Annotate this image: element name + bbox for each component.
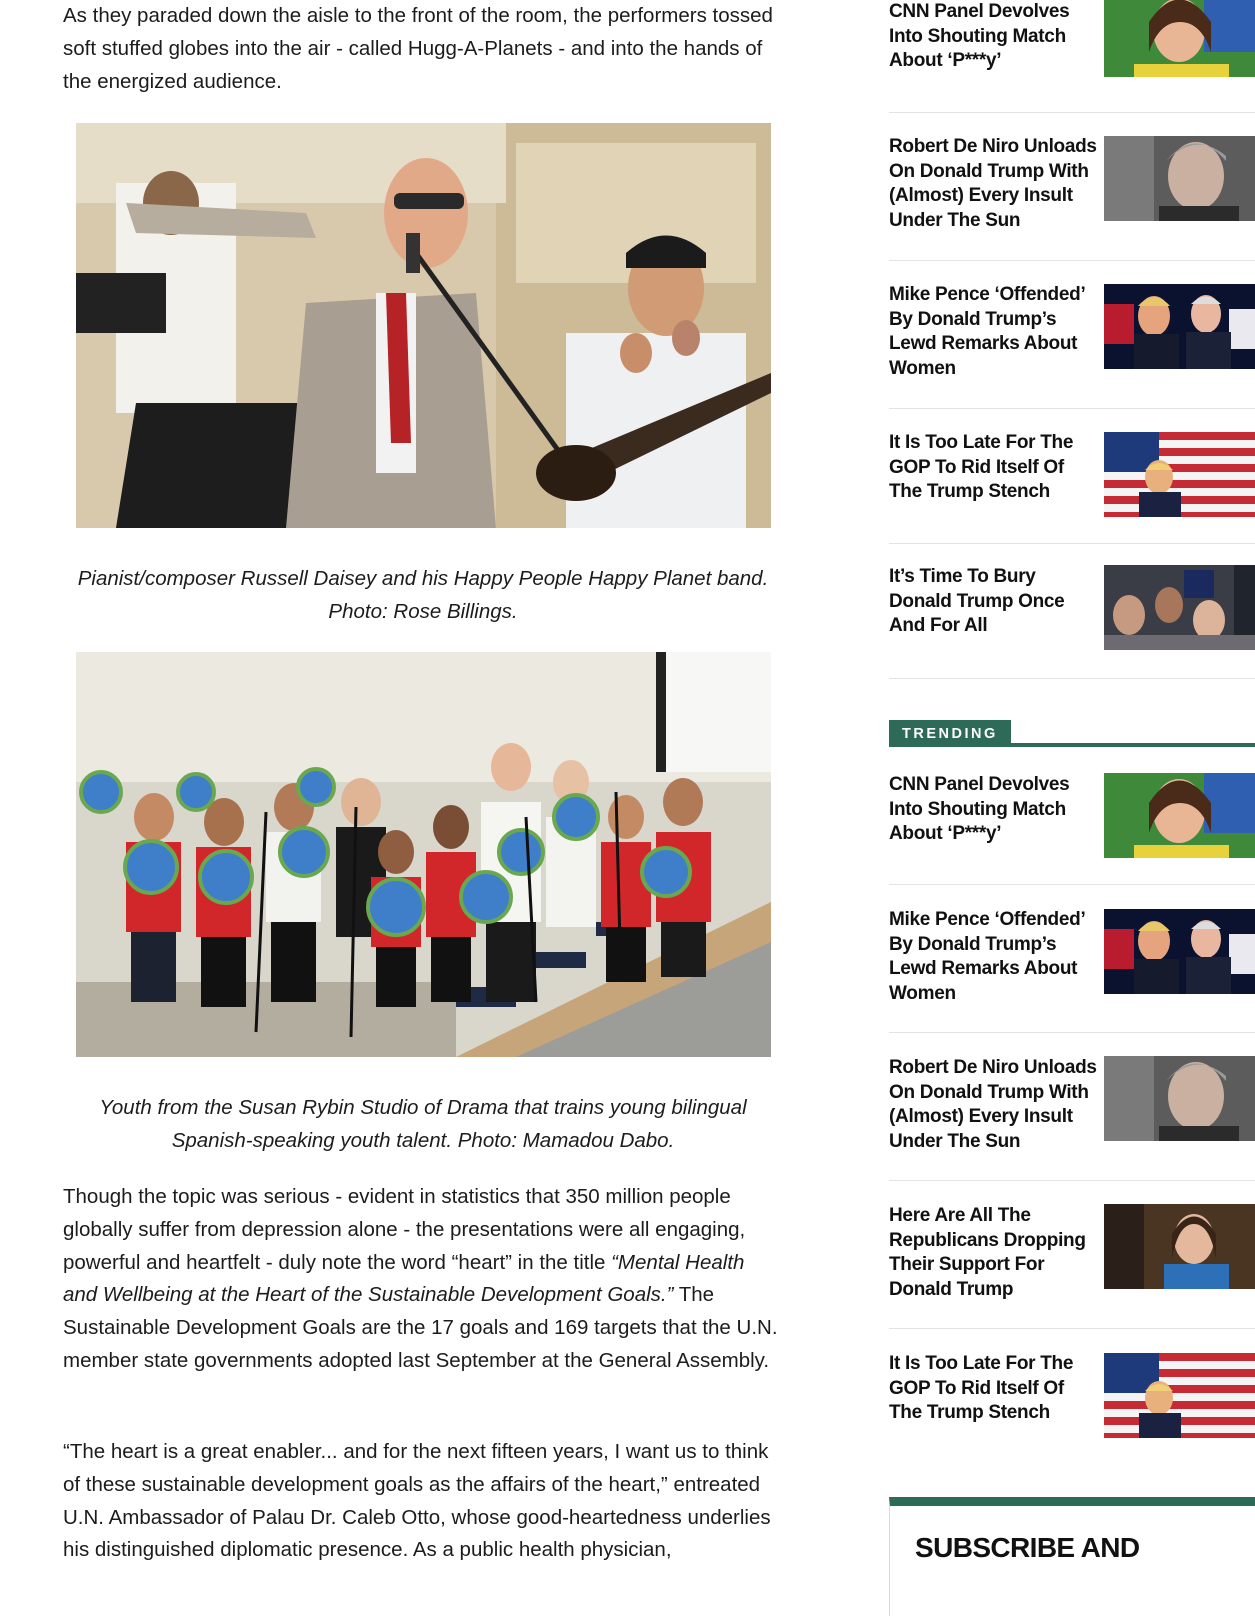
tv-panelist-thumbnail[interactable] [1104,773,1255,858]
photo1-caption-line2: Photo: Rose Billings. [328,599,518,623]
trending-story[interactable] [889,1180,1255,1329]
trending-header [889,720,1255,747]
youth-choir-photo[interactable] [76,652,771,1057]
actor-portrait-thumbnail[interactable] [1104,136,1255,221]
speaker-flag-thumbnail[interactable] [1104,432,1255,517]
photo1-caption [63,563,783,629]
sidebar-story-title[interactable]: Robert De Niro Unloads On Donald Trump With (Almost) Every Insult Under The Sun [889,136,1097,231]
trending-label: TRENDING [889,720,1011,747]
subscribe-box [889,1497,1255,1616]
event-title-italic: “Mental Health and Wellbeing at the Heart of the Sustainable Development Goals.” [63,1250,745,1307]
sidebar-story[interactable] [889,0,1255,113]
crowd-rally-thumbnail[interactable] [1104,565,1255,650]
candidates-on-stage-thumbnail[interactable] [1104,909,1255,994]
sidebar-story-title[interactable]: It’s Time To Bury Donald Trump Once And For All [889,566,1065,636]
trending-story[interactable] [889,884,1255,1033]
sidebar-story-title[interactable]: It Is Too Late For The GOP To Rid Itself Of The Trump Stench [889,432,1074,502]
photo2-caption-line2: Spanish-speaking youth talent. Photo: Mamadou Dabo. [171,1128,675,1152]
sidebar-story-title[interactable]: CNN Panel Devolves Into Shouting Match About ‘P***y’ [889,1,1070,71]
trending-story-title[interactable]: Robert De Niro Unloads On Donald Trump With (Almost) Every Insult Under The Sun [889,1057,1097,1152]
article-paragraph-ambassador-quote: “The heart is a great enabler... and for the next fifteen years, I want us to think of these sustainable development goals as the affairs of the heart,” entreated U.N. Ambassador of Palau Dr. Caleb Otto, whose good-heartedness underlies his distinguished diplomatic presence. As a public health physician, [63,1440,771,1562]
photo2-caption-line1: Youth from the Susan Rybin Studio of Drama that trains young bilingual [99,1096,747,1119]
paragraph-text-part1: Though the topic was serious - evident in statistics that 350 million people globally suffer from depression alone - the presentations were all engaging, powerful and heartfelt - duly note the word “heart” in the title [63,1185,746,1274]
paragraph-text-part2: The Sustainable Development Goals are the 17 goals and 169 targets that the U.N. member state governments adopted last September at the General Assembly. [63,1283,778,1372]
candidates-on-stage-thumbnail[interactable] [1104,284,1255,369]
senator-portrait-thumbnail[interactable] [1104,1204,1255,1289]
trending-story-title[interactable]: It Is Too Late For The GOP To Rid Itself Of The Trump Stench [889,1353,1074,1423]
photo2-caption [63,1092,783,1158]
photo1-caption-line1: Pianist/composer Russell Daisey and his Happy People Happy Planet band. [77,567,769,590]
sidebar-story[interactable] [889,112,1255,261]
sidebar-story[interactable] [889,543,1255,679]
sidebar-story[interactable] [889,408,1255,544]
trending-story[interactable] [889,1328,1255,1463]
trending-story-title[interactable]: Here Are All The Republicans Dropping Their Support For Donald Trump [889,1205,1086,1300]
tv-panelist-thumbnail[interactable] [1104,0,1255,77]
trending-story-title[interactable]: Mike Pence ‘Offended’ By Donald Trump’s Lewd Remarks About Women [889,909,1085,1004]
actor-portrait-thumbnail[interactable] [1104,1056,1255,1141]
trending-story[interactable] [889,1032,1255,1181]
sidebar-story-title[interactable]: Mike Pence ‘Offended’ By Donald Trump’s Lewd Remarks About Women [889,284,1085,379]
subscribe-title: SUBSCRIBE AND [915,1532,1140,1563]
article-paragraph-intro: As they paraded down the aisle to the front of the room, the performers tossed soft stuffed globes into the air - called Hugg-A-Planets - and into the hands of the energized audience. [63,4,773,93]
trending-story[interactable] [889,749,1255,885]
sidebar-story[interactable] [889,260,1255,409]
band-performance-photo[interactable] [76,123,771,528]
article-paragraph-mental-health [63,1181,778,1378]
speaker-flag-thumbnail[interactable] [1104,1353,1255,1438]
trending-story-title[interactable]: CNN Panel Devolves Into Shouting Match About ‘P***y’ [889,774,1070,844]
